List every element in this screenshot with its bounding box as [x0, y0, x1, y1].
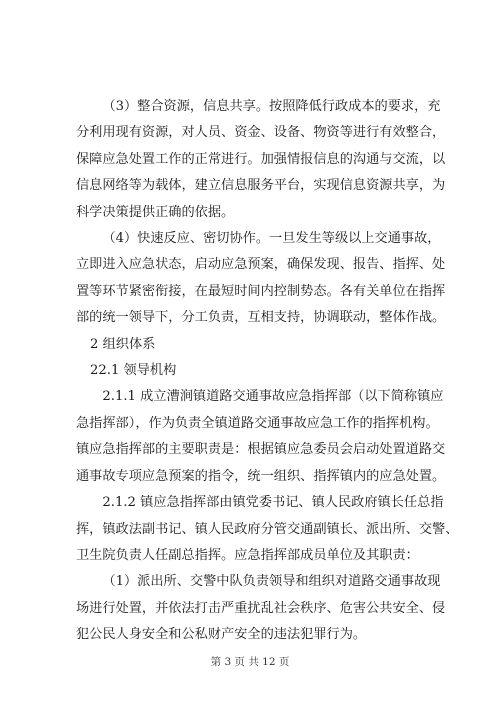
text-line: 分利用现有资源，对人员、资金、设备、物资等进行有效整合，: [76, 125, 446, 141]
text-line: 立即进入应急状态，启动应急预案，确保发现、报告、指挥、处: [76, 257, 446, 273]
paragraph-2-1-1: [76, 384, 446, 490]
page-number-footer: 第 3 页 共 12 页: [210, 656, 290, 668]
text-line: 2.1.2 镇应急指挥部由镇党委书记、镇人民政府镇长任总指: [102, 495, 444, 511]
text-line: 保障应急处置工作的正常进行。加强情报信息的沟通与交流，以: [76, 151, 446, 167]
paragraph-integrate-resources: [76, 94, 446, 226]
text-line: 通事故专项应急预案的指令，统一组织、指挥镇内的应急处置。: [76, 468, 446, 484]
text-line: 部的统一领导下，分工负责，互相支持，协调联动，整体作战。: [76, 310, 446, 326]
paragraph-rapid-response: [76, 226, 446, 332]
text-line: 2.1.1 成立漕涧镇道路交通事故应急指挥部（以下简称镇应: [102, 389, 444, 405]
text-line: 镇应急指挥部的主要职责是：根据镇应急委员会启动处置道路交: [76, 442, 446, 458]
text-line: 科学决策提供正确的依据。: [76, 204, 235, 220]
text-line: 急指挥部），作为负责全镇道路交通事故应急工作的指挥机构。: [76, 415, 439, 431]
section-heading-organization: 2 组织体系: [90, 336, 156, 352]
text-line: （4）快速反应、密切协作。一旦发生等级以上交通事故，: [102, 231, 441, 247]
text-line: 卫生院负责人任副总指挥。应急指挥部成员单位及其职责：: [76, 547, 419, 563]
text-line: 信息网络等为载体，建立信息服务平台，实现信息资源共享，为: [76, 178, 446, 194]
text-line: 置等环节紧密衔接，在最短时间内控制势态。各有关单位在指挥: [76, 283, 446, 299]
paragraph-2-1-2: [76, 490, 459, 569]
text-line: （3）整合资源，信息共享。按照降低行政成本的要求，充: [102, 99, 441, 114]
text-line: 场进行处置，并依法打击严重扰乱社会秩序、危害公共安全、侵: [76, 600, 446, 616]
text-line: 犯公民人身安全和公私财产安全的违法犯罪行为。: [76, 627, 367, 643]
subsection-heading-leadership: 22.1 领导机构: [90, 363, 177, 379]
text-line: 挥，镇政法副书记、镇人民政府分管交通副镇长、派出所、交警、: [76, 521, 459, 537]
paragraph-police-duties: [76, 569, 446, 648]
text-line: （1）派出所、交警中队负责领导和组织对道路交通事故现: [102, 574, 441, 590]
